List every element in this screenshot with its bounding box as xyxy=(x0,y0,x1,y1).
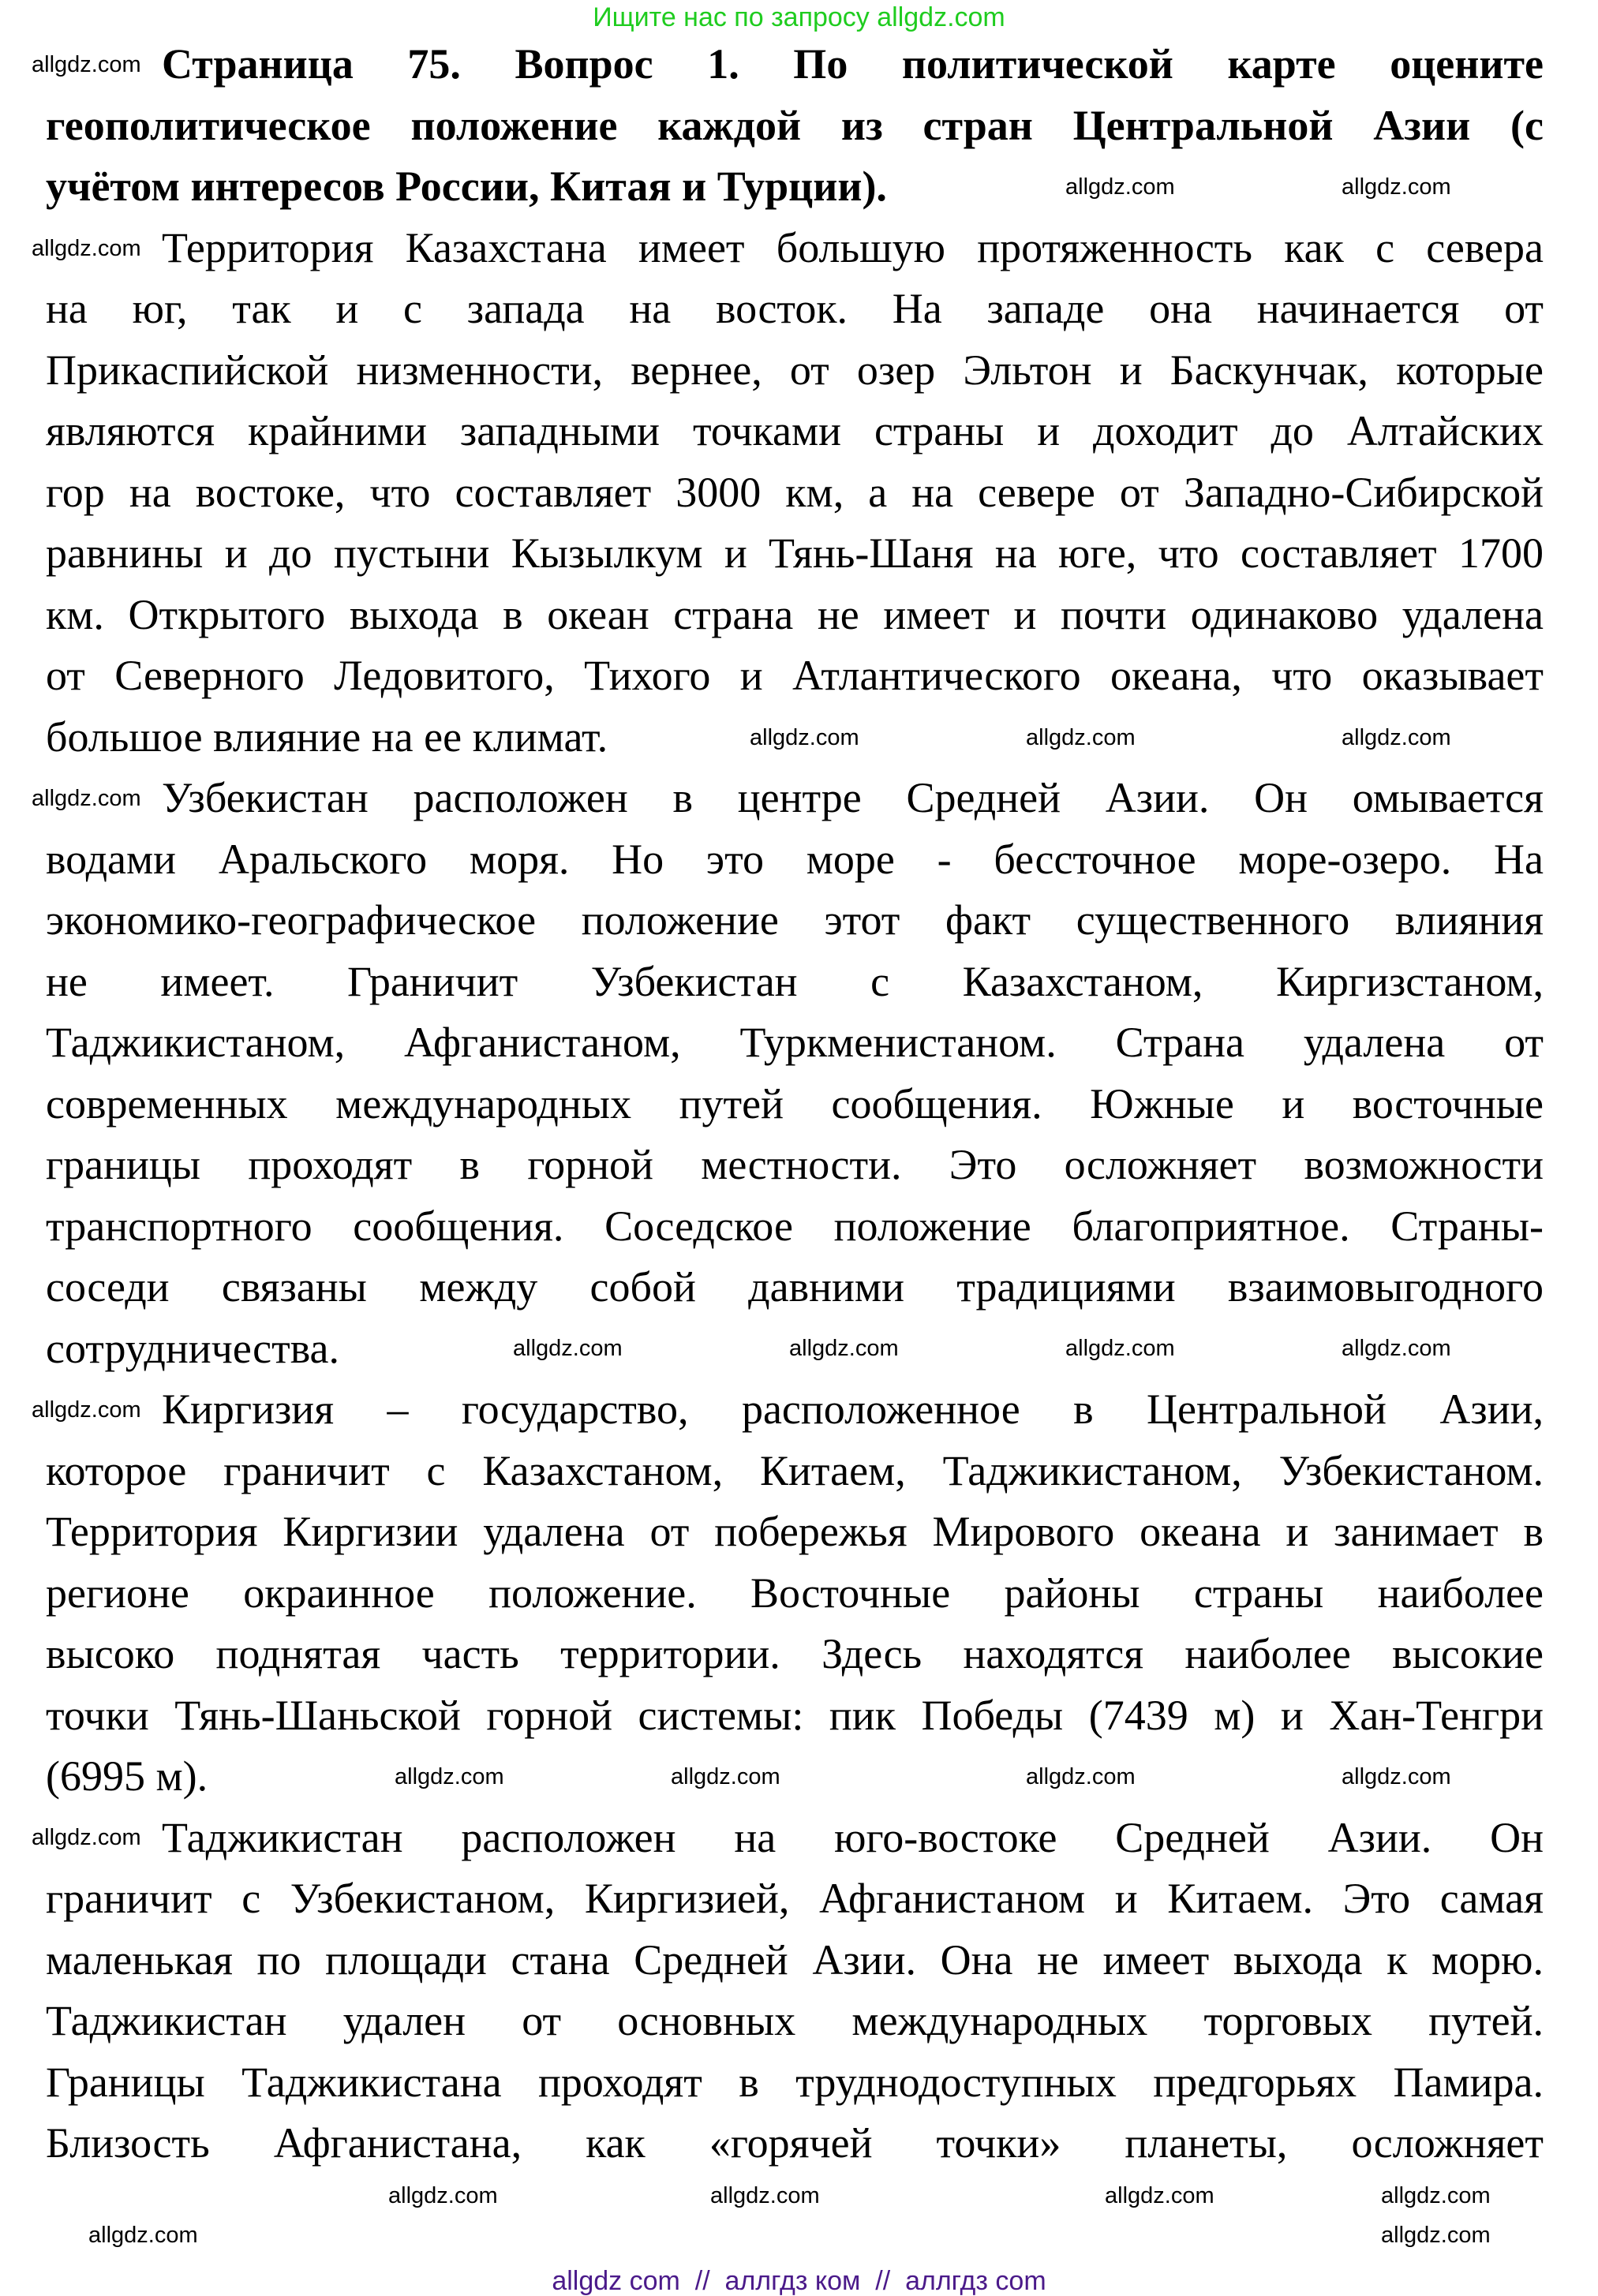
text-line: км. Открытого выхода в океан страна не имеет и почти одинаково удалена xyxy=(46,590,1544,638)
text-line: Таджикистаном, Афганистаном, Туркменистаном. Страна удалена от xyxy=(46,1019,1544,1066)
watermark: allgdz.com xyxy=(1342,725,1451,750)
paragraph-tajikistan xyxy=(46,1808,1544,2174)
text-line: соседи связаны между собой давними традициями взаимовыгодного xyxy=(46,1263,1544,1311)
watermark: allgdz.com xyxy=(750,725,859,750)
watermark: allgdz.com xyxy=(32,52,141,77)
text-line: Близость Афганистана, как «горячей точки» планеты, осложняет xyxy=(46,2119,1544,2167)
watermark: allgdz.com xyxy=(1065,1336,1175,1361)
text-line: от Северного Ледовитого, Тихого и Атлантического океана, что оказывает xyxy=(46,652,1544,699)
text-line: гор на востоке, что составляет 3000 км, а на севере от Западно-Сибирской xyxy=(46,468,1544,516)
paragraph-kazakhstan xyxy=(46,218,1544,768)
watermark: allgdz.com xyxy=(395,1764,504,1789)
watermark: allgdz.com xyxy=(1342,1336,1451,1361)
text-line: Таджикистан удален от основных международных торговых путей. xyxy=(46,1997,1544,2044)
text-line: (6995 м). xyxy=(46,1752,208,1800)
paragraph-kyrgyzstan xyxy=(46,1379,1544,1808)
watermark: allgdz.com xyxy=(1381,2183,1491,2208)
text-line: границы проходят в горной местности. Это осложняет возможности xyxy=(46,1141,1544,1188)
watermark: allgdz.com xyxy=(388,2183,498,2208)
paragraph-uzbekistan xyxy=(46,768,1544,1379)
watermark: allgdz.com xyxy=(1105,2183,1214,2208)
text-line: большое влияние на ее климат. xyxy=(46,712,608,761)
text-line: граничит с Узбекистаном, Киргизией, Афганистаном и Китаем. Это самая xyxy=(46,1875,1544,1922)
title-line: геополитическое положение каждой из стран Центральной Азии (с xyxy=(46,101,1544,149)
text-line: равнины и до пустыни Кызылкум и Тянь-Шаня на юге, что составляет 1700 xyxy=(46,529,1544,577)
watermark: allgdz.com xyxy=(32,1825,141,1850)
text-line: сотрудничества. xyxy=(46,1324,339,1372)
document-body xyxy=(46,34,1544,2174)
text-line: точки Тянь-Шаньской горной системы: пик Победы (7439 м) и Хан-Тенгри xyxy=(46,1691,1544,1739)
text-line: Узбекистан расположен в центре Средней Азии. Он омывается xyxy=(162,774,1544,821)
watermark: allgdz.com xyxy=(513,1336,623,1361)
search-banner: Ищите нас по запросу allgdz.com xyxy=(593,2,1005,32)
text-line: регионе окраинное положение. Восточные районы страны наиболее xyxy=(46,1569,1544,1617)
watermark: allgdz.com xyxy=(1026,725,1136,750)
title-line: Страница 75. Вопрос 1. По политической карте оцените xyxy=(162,40,1544,88)
watermark: allgdz.com xyxy=(710,2183,820,2208)
text-line: являются крайними западными точками страны и доходит до Алтайских xyxy=(46,407,1544,454)
watermark: allgdz.com xyxy=(1065,174,1175,200)
text-line: высоко поднятая часть территории. Здесь находятся наиболее высокие xyxy=(46,1630,1544,1677)
watermark: allgdz.com xyxy=(1381,2223,1491,2248)
text-line: Территория Казахстана имеет большую протяженность как с севера xyxy=(162,223,1544,271)
text-line: водами Аральского моря. Но это море - бессточное море-озеро. На xyxy=(46,835,1544,883)
watermark: allgdz.com xyxy=(1342,1764,1451,1789)
text-line: на юг, так и с запада на восток. На западе она начинается от xyxy=(46,285,1544,332)
text-line: Таджикистан расположен на юго-востоке Средней Азии. Он xyxy=(162,1813,1544,1861)
text-line: транспортного сообщения. Соседское положение благоприятное. Страны- xyxy=(46,1202,1544,1250)
text-line: современных международных путей сообщения. Южные и восточные xyxy=(46,1079,1544,1127)
watermark: allgdz.com xyxy=(88,2223,198,2248)
text-line: Прикаспийской низменности, вернее, от озер Эльтон и Баскунчак, которые xyxy=(46,346,1544,394)
watermark: allgdz.com xyxy=(32,236,141,261)
question-title xyxy=(46,34,1544,218)
text-line: которое граничит с Казахстаном, Китаем, Таджикистаном, Узбекистаном. xyxy=(46,1446,1544,1494)
watermark: allgdz.com xyxy=(671,1764,780,1789)
watermark: allgdz.com xyxy=(32,786,141,811)
text-line: экономико-географическое положение этот факт существенного влияния xyxy=(46,896,1544,944)
title-line: учётом интересов России, Китая и Турции). xyxy=(46,163,887,210)
watermark: allgdz.com xyxy=(1342,174,1451,200)
text-line: Территория Киргизии удалена от побережья Мирового океана и занимает в xyxy=(46,1508,1544,1555)
text-line: Границы Таджикистана проходят в труднодоступных предгорьях Памира. xyxy=(46,2058,1544,2106)
text-line: Киргизия – государство, расположенное в Центральной Азии, xyxy=(162,1385,1544,1433)
text-line: маленькая по площади стана Средней Азии. Она не имеет выхода к морю. xyxy=(46,1935,1544,1984)
watermark: allgdz.com xyxy=(1026,1764,1136,1789)
text-line: не имеет. Граничит Узбекистан с Казахстаном, Киргизстаном, xyxy=(46,957,1544,1005)
watermark: allgdz.com xyxy=(32,1397,141,1423)
footer-watermark: allgdz com // аллгдз ком // аллгдз com xyxy=(552,2266,1046,2296)
watermark: allgdz.com xyxy=(789,1336,899,1361)
